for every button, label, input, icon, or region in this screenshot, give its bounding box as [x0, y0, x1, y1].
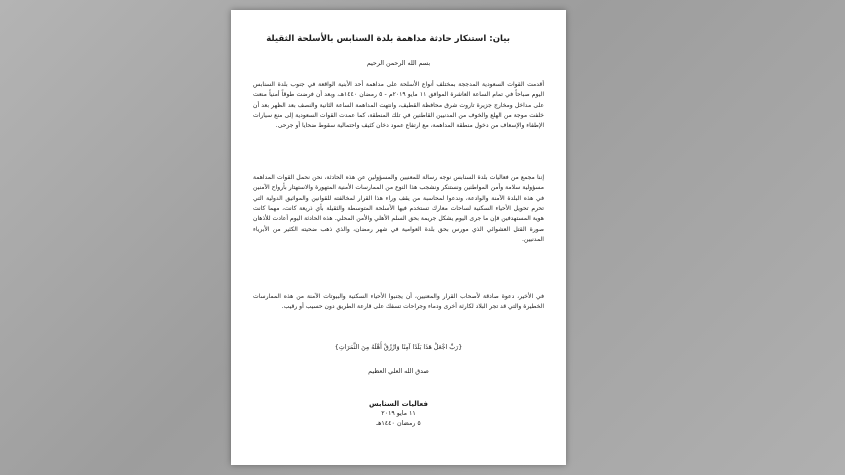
closing-phrase: صدق الله العلي العظيم	[368, 368, 429, 375]
signature-date-gregorian: ١١ مايو ٢٠١٩	[381, 410, 416, 417]
document-page	[231, 10, 566, 465]
document-title: بيان: استنكار حادثة مداهمة بلدة السنابس بالأسلحة الثقيلة	[266, 34, 510, 44]
signature-block	[231, 399, 566, 429]
basmala: بسم الله الرحمن الرحيم	[366, 60, 431, 67]
paragraph-1: أقدمت القوات السعودية المدججة بمختلف أنواع الأسلحة على مداهمة أحد الأبنية الواقعة في جنوب بلدة السنابس اليوم صباحاً في تمام الساعة العاشرة الموافق ١١ مايو ٢٠١٩م - ٥ رمضان ١٤٤٠هـ، وبعد أن فرضت طوقاً أمنياً منعت على مداخل ومخارج جزيرة تاروت شرق محافظة القطيف، وانتهت المداهمة الساعة الثانية والنصف بعد الظهر بعد أن خلفت موجة من الهلع والخوف من المدنيين القاطنين في تلك المنطقة، كما عمدت القوات السعودية إلى منع سيارات الإطفاء والإسعاف من دخول منطقة المداهمة، مع ارتفاع عمود دخان كثيف واحتمالية سقوط ضحايا أو جرحى.	[253, 81, 545, 130]
paragraph-3: في الأخير، دعوة صادقة لأصحاب القرار والمعنيين، أن يجنبوا الأحياء السكنية والبيوتات الآمنة من هذه الممارسات الخطيرة والتي قد تجر البلاد لكارثة أخرى ودماء وجراحات تسفك على قارعة الطريق دون حسيب أو رقيب.	[253, 293, 544, 311]
paragraph-2: إننا مجمع من فعاليات بلدة السنابس نوجه رسالة للمعنيين والمسؤولين عن هذه الحادثة، نحن نحمل القوات المداهمة مسؤولية سلامة وأمن المواطنين ونستنكر ونشجب هذا النوع من الممارسات الأمنية المتهورة والاستهتار بأرواح الآمنين في هذه البلدة الآمنة والوادعة، وندعوا لمحاسبة من يقف وراء هذا القرار لمخالفته للقوانين والمواثيق الدولية التي تحرم تحويل الأحياء السكنية لساحات معارك تستخدم فيها الأسلحة المتوسطة والثقيلة بأي ذريعة كانت، مهما كانت هوية المستهدفين فإن ما جرى اليوم يشكل جريمة بحق السلم الأهلي والأمن المحلي. هذه الحادثة اليوم أعادت للأذهان صورة القتل العشوائي الذي مورس بحق بلدة العوامية في شهر رمضان، والذي ذهب ضحيته الكثير من الأبرياء المدنيين.	[253, 174, 544, 244]
signature-date-hijri: ٥ رمضان ١٤٤٠هـ	[376, 420, 421, 427]
signature-org: فعاليات السنابس	[369, 400, 428, 408]
quran-verse: {رَبِّ اجْعَلْ هَذَا بَلَدًا آمِنًا وَارْزُقْ أَهْلَهُ مِنَ الثَّمَرَاتِ}	[334, 344, 463, 351]
